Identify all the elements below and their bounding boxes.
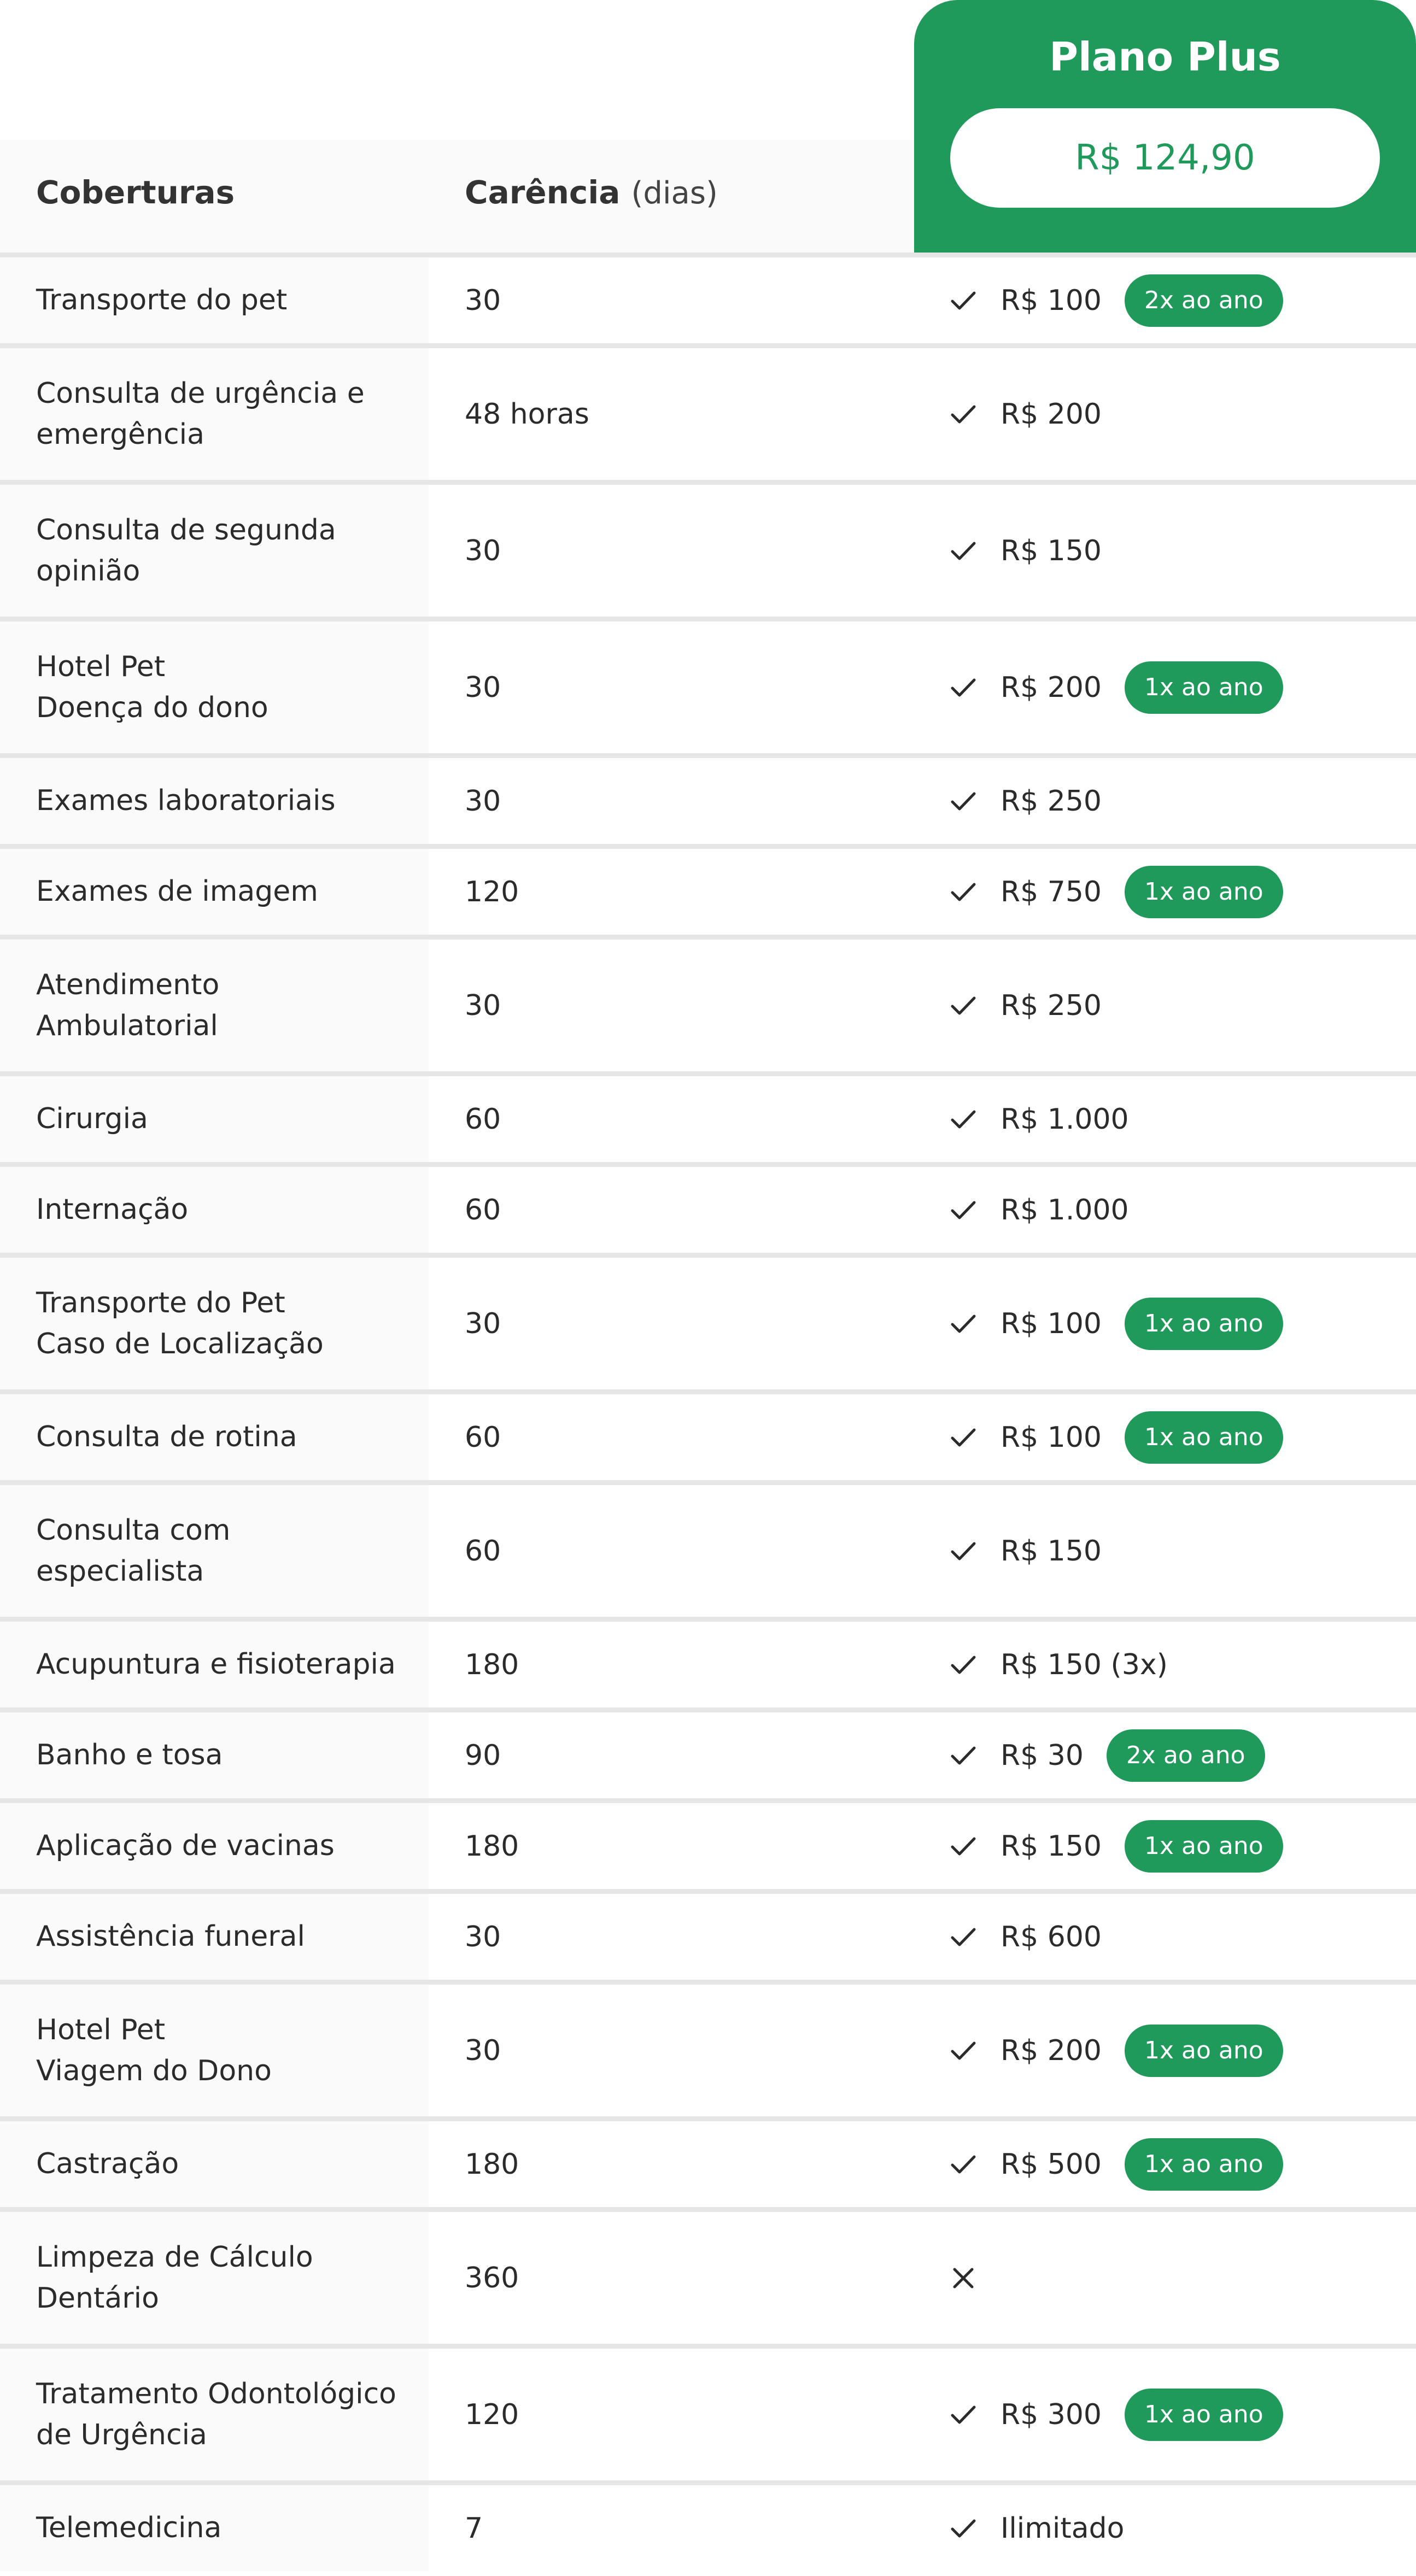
coverage-rows	[0, 253, 1416, 2571]
coverage-name-line: Doença do dono	[36, 691, 268, 724]
coverage-name-line: Aplicação de vacinas	[36, 1829, 335, 1862]
check-icon	[950, 1106, 976, 1132]
coverage-limit: R$ 200	[1000, 397, 1102, 431]
carencia-value: 30	[465, 284, 501, 317]
frequency-badge: 1x ao ano	[1125, 2389, 1283, 2441]
coverage-name	[0, 2121, 429, 2207]
carencia-value: 30	[465, 1920, 501, 1953]
check-icon	[950, 1652, 976, 1678]
check-icon	[950, 788, 976, 814]
coverage-name-line: Dentário	[36, 2281, 159, 2315]
coverage-name-line: Exames laboratoriais	[36, 784, 336, 817]
table-row	[0, 844, 1416, 935]
check-icon	[950, 287, 976, 314]
coverage-name-line: Exames de imagem	[36, 875, 318, 908]
coverage-name	[0, 257, 429, 343]
plan-coverage-cell	[914, 2025, 1416, 2077]
carencia-value: 360	[465, 2261, 519, 2295]
check-icon	[950, 2038, 976, 2064]
coverage-limit: R$ 200	[1000, 671, 1102, 704]
coverage-name	[0, 1894, 429, 1980]
table-row	[0, 1071, 1416, 1162]
check-icon	[950, 674, 976, 701]
frequency-badge: 1x ao ano	[1125, 1298, 1283, 1350]
carencia-value: 30	[465, 671, 501, 704]
plan-coverage-cell	[914, 866, 1416, 918]
carencia-label: Carência	[465, 174, 621, 211]
coverage-name	[0, 1803, 429, 1889]
carencia-value: 60	[465, 1421, 501, 1454]
coverage-name	[0, 2212, 429, 2344]
table-row	[0, 480, 1416, 617]
coverage-name	[0, 1167, 429, 1253]
coverage-name	[0, 758, 429, 844]
carencia-value: 90	[465, 1739, 501, 1772]
plan-coverage-cell	[914, 785, 1416, 818]
plan-coverage-cell	[914, 1820, 1416, 1873]
coverage-name-line: Acupuntura e fisioterapia	[36, 1648, 396, 1681]
coverage-name	[0, 1712, 429, 1798]
plan-header	[914, 0, 1416, 253]
check-icon	[950, 1424, 976, 1451]
plan-coverage-cell	[914, 661, 1416, 714]
carencia-value: 180	[465, 1829, 519, 1863]
table-row	[0, 1617, 1416, 1707]
carencia-value: 7	[465, 2512, 483, 2545]
table-row	[0, 1798, 1416, 1889]
coverage-name-line: Consulta com	[36, 1513, 231, 1547]
coverage-name-line: Tratamento Odontológico	[36, 2377, 396, 2410]
coverage-name-line: emergência	[36, 418, 204, 451]
coverage-name	[0, 485, 429, 617]
check-icon	[950, 1833, 976, 1859]
coverage-name-line: Consulta de rotina	[36, 1421, 297, 1453]
coverage-limit: R$ 150	[1000, 1534, 1102, 1568]
check-icon	[950, 1538, 976, 1564]
frequency-badge: 1x ao ano	[1125, 661, 1283, 714]
coverage-limit: R$ 150	[1000, 1829, 1102, 1863]
coverage-limit: R$ 1.000	[1000, 1102, 1129, 1136]
coverage-name-line: Ambulatorial	[36, 1009, 218, 1042]
frequency-badge: 1x ao ano	[1125, 2138, 1283, 2191]
plan-coverage-cell	[914, 2265, 1416, 2291]
coverage-name	[0, 1076, 429, 1162]
plan-coverage-cell	[914, 1535, 1416, 1568]
check-icon	[950, 2151, 976, 2178]
check-icon	[950, 2515, 976, 2542]
plan-coverage-cell	[914, 1298, 1416, 1350]
check-icon	[950, 538, 976, 564]
coverage-name-line: Hotel Pet	[36, 2013, 166, 2046]
table-row	[0, 253, 1416, 343]
table-header	[0, 0, 1416, 253]
frequency-badge: 1x ao ano	[1125, 866, 1283, 918]
coverage-limit: R$ 500	[1000, 2147, 1102, 2181]
coverage-limit: R$ 250	[1000, 784, 1102, 818]
coverage-name-line: especialista	[36, 1554, 204, 1588]
plan-coverage-cell	[914, 989, 1416, 1022]
coverage-name	[0, 1985, 429, 2116]
coverage-limit: R$ 100	[1000, 1307, 1102, 1340]
coverage-name-line: Banho e tosa	[36, 1739, 223, 1771]
frequency-badge: 1x ao ano	[1125, 1411, 1283, 1464]
coverage-name	[0, 1622, 429, 1707]
plan-coverage-cell	[914, 398, 1416, 431]
carencia-value: 180	[465, 1648, 519, 1681]
table-row	[0, 1480, 1416, 1617]
carencia-value: 30	[465, 2034, 501, 2067]
coverage-limit: R$ 150 (3x)	[1000, 1648, 1168, 1681]
check-icon	[950, 1742, 976, 1769]
check-icon	[950, 993, 976, 1019]
coverage-name-line: Viagem do Dono	[36, 2054, 272, 2087]
coverage-limit: R$ 100	[1000, 284, 1102, 317]
frequency-badge: 1x ao ano	[1125, 1820, 1283, 1873]
plan-coverage-cell	[914, 2512, 1416, 2545]
carencia-value: 30	[465, 534, 501, 567]
plan-coverage-cell	[914, 274, 1416, 327]
coverage-limit: R$ 750	[1000, 875, 1102, 908]
plan-coverage-cell	[914, 1648, 1416, 1681]
carencia-value: 60	[465, 1102, 501, 1136]
coverage-limit: R$ 30	[1000, 1739, 1084, 1772]
table-row	[0, 1889, 1416, 1980]
table-row	[0, 2116, 1416, 2207]
plan-coverage-cell	[914, 1194, 1416, 1227]
coverage-name-line: Transporte do pet	[36, 284, 288, 316]
coverage-limit: R$ 600	[1000, 1920, 1102, 1953]
table-row	[0, 1707, 1416, 1798]
coverage-name-line: Consulta de segunda	[36, 513, 336, 547]
coverage-name	[0, 1485, 429, 1617]
coverage-name-line: Transporte do Pet	[36, 1286, 285, 1319]
check-icon	[950, 401, 976, 427]
table-row	[0, 2480, 1416, 2571]
table-row	[0, 1162, 1416, 1253]
table-row	[0, 2207, 1416, 2344]
column-header-coberturas: Coberturas	[36, 174, 235, 211]
carencia-value: 120	[465, 875, 519, 908]
table-row	[0, 1389, 1416, 1480]
coverage-name-line: Hotel Pet	[36, 650, 166, 683]
coverage-limit: R$ 150	[1000, 534, 1102, 567]
coverage-limit: R$ 1.000	[1000, 1193, 1129, 1227]
table-row	[0, 1980, 1416, 2116]
coverage-name-line: Castração	[36, 2147, 179, 2180]
coverage-name	[0, 2349, 429, 2480]
carencia-value: 48 horas	[465, 397, 589, 431]
check-icon	[950, 879, 976, 905]
cross-icon	[950, 2265, 976, 2291]
coverage-limit: Ilimitado	[1000, 2512, 1125, 2545]
frequency-badge: 2x ao ano	[1125, 274, 1283, 327]
coverage-limit: R$ 300	[1000, 2398, 1102, 2431]
coverage-limit: R$ 100	[1000, 1421, 1102, 1454]
plan-coverage-cell	[914, 1729, 1416, 1782]
plan-name: Plano Plus	[1049, 34, 1281, 80]
plan-coverage-cell	[914, 2389, 1416, 2441]
coverage-name-line: Caso de Localização	[36, 1327, 324, 1360]
coverage-name-line: Assistência funeral	[36, 1920, 305, 1953]
coverage-name	[0, 2485, 429, 2571]
plan-coverage-cell	[914, 1921, 1416, 1953]
coverage-name-line: Consulta de urgência e	[36, 377, 365, 410]
coverage-name-line: Cirurgia	[36, 1102, 148, 1135]
coverage-name	[0, 348, 429, 480]
coverage-name	[0, 849, 429, 935]
table-row	[0, 2344, 1416, 2480]
carencia-value: 120	[465, 2398, 519, 2431]
coverage-name	[0, 940, 429, 1071]
frequency-badge: 2x ao ano	[1107, 1729, 1265, 1782]
coverage-name-line: opinião	[36, 554, 141, 588]
carencia-value: 30	[465, 1307, 501, 1340]
column-header-carencia	[465, 174, 718, 211]
coverage-limit: R$ 250	[1000, 989, 1102, 1022]
check-icon	[950, 1311, 976, 1337]
coverage-name	[0, 1258, 429, 1389]
table-row	[0, 935, 1416, 1071]
carencia-value: 60	[465, 1534, 501, 1568]
coverage-name-line: Telemedicina	[36, 2512, 222, 2544]
coverage-name-line: Internação	[36, 1193, 189, 1226]
carencia-value: 30	[465, 784, 501, 818]
carencia-unit: (dias)	[631, 175, 718, 211]
check-icon	[950, 2402, 976, 2428]
table-row	[0, 1253, 1416, 1389]
coverage-limit: R$ 200	[1000, 2034, 1102, 2067]
carencia-value: 180	[465, 2147, 519, 2181]
plan-coverage-cell	[914, 535, 1416, 567]
table-row	[0, 753, 1416, 844]
table-row	[0, 343, 1416, 480]
coverage-name	[0, 621, 429, 753]
plan-coverage-cell	[914, 2138, 1416, 2191]
coverage-name-line: Limpeza de Cálculo	[36, 2240, 313, 2274]
plan-coverage-cell	[914, 1103, 1416, 1136]
coverage-name-line: Atendimento	[36, 968, 220, 1001]
coverage-name	[0, 1394, 429, 1480]
coverage-name-line: de Urgência	[36, 2418, 207, 2451]
check-icon	[950, 1197, 976, 1223]
check-icon	[950, 1924, 976, 1950]
carencia-value: 30	[465, 989, 501, 1022]
plan-price-pill: R$ 124,90	[950, 108, 1380, 208]
carencia-value: 60	[465, 1193, 501, 1227]
table-row	[0, 617, 1416, 753]
frequency-badge: 1x ao ano	[1125, 2025, 1283, 2077]
plan-coverage-cell	[914, 1411, 1416, 1464]
